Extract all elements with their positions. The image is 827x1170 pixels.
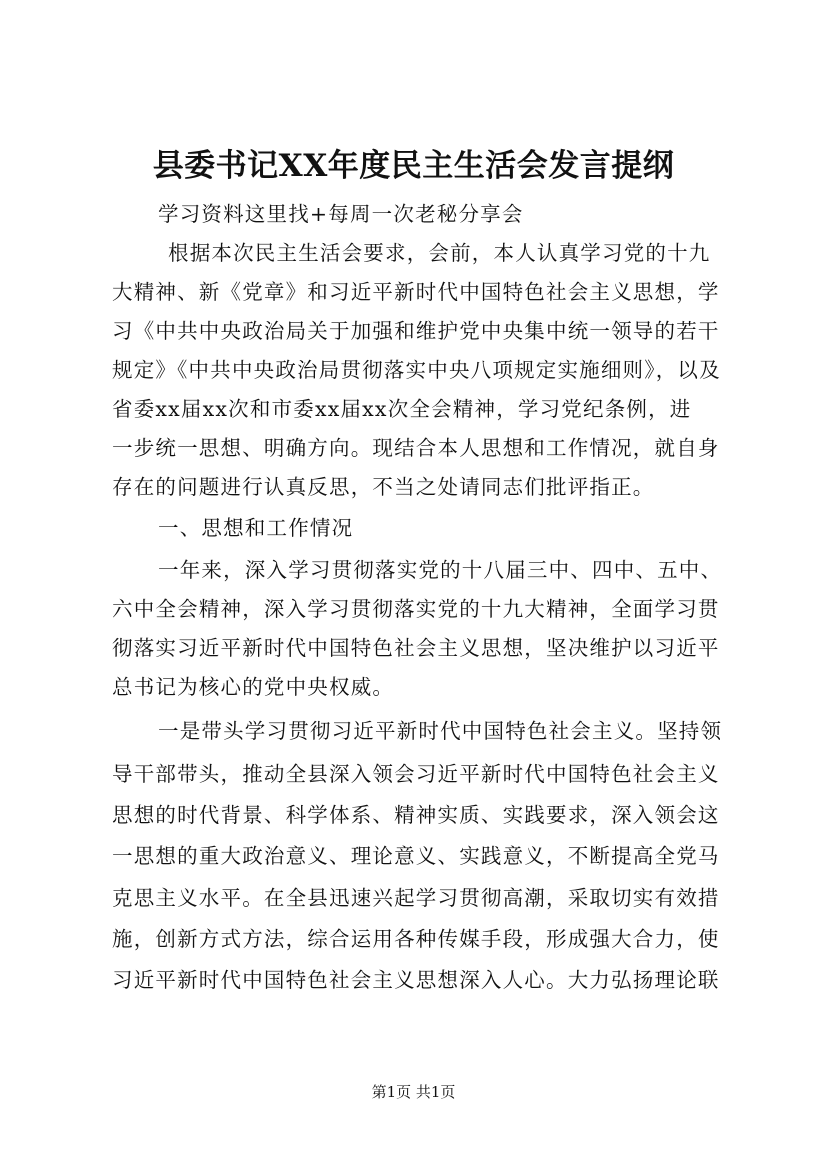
body-line-5: 省委xx届xx次和市委xx届xx次全会精神，学习党纪条例，进 [112,397,692,421]
page-footer: 第1页 共1页 [371,1083,456,1101]
body-line-15: 思想的时代背景、科学体系、精神实质、实践要求，深入领会这 [112,803,720,827]
subtitle-line: 学习资料这里找+每周一次老秘分享会 [158,202,524,226]
section-heading: 一、思想和工作情况 [158,516,354,540]
body-line-1: 根据本次民主生活会要求，会前，本人认真学习党的十九 [168,241,711,265]
body-line-13: 一是带头学习贯彻习近平新时代中国特色社会主义。坚持领 [158,719,723,743]
body-line-11: 彻落实习近平新时代中国特色社会主义思想，坚决维护以习近平 [112,636,720,660]
body-line-2: 大精神、新《党章》和习近平新时代中国特色社会主义思想，学 [112,280,720,304]
body-line-4: 规定》《中共中央政治局贯彻落实中央八项规定实施细则》，以及 [112,358,721,382]
body-line-18: 施，创新方式方法，综合运用各种传媒手段，形成强大合力，使 [112,927,720,951]
body-line-9: 一年来，深入学习贯彻落实党的十八届三中、四中、五中、 [158,558,723,582]
body-line-10: 六中全会精神，深入学习贯彻落实党的十九大精神，全面学习贯 [112,597,720,621]
body-line-14: 导干部带头，推动全县深入领会习近平新时代中国特色社会主义 [112,762,720,786]
document-title: 县委书记XX年度民主生活会发言提纲 [152,148,675,184]
body-line-7: 存在的问题进行认真反思，不当之处请同志们批评指正。 [112,475,655,499]
body-line-16: 一思想的重大政治意义、理论意义、实践意义，不断提高全党马 [112,844,720,868]
body-line-6: 一步统一思想、明确方向。现结合本人思想和工作情况，就自身 [112,436,720,460]
body-line-3: 习《中共中央政治局关于加强和维护党中央集中统一领导的若干 [112,319,720,343]
body-line-19: 习近平新时代中国特色社会主义思想深入人心。大力弘扬理论联 [112,968,720,992]
body-line-17: 克思主义水平。在全县迅速兴起学习贯彻高潮，采取切实有效措 [112,886,720,910]
body-line-12: 总书记为核心的党中央权威。 [112,675,395,699]
